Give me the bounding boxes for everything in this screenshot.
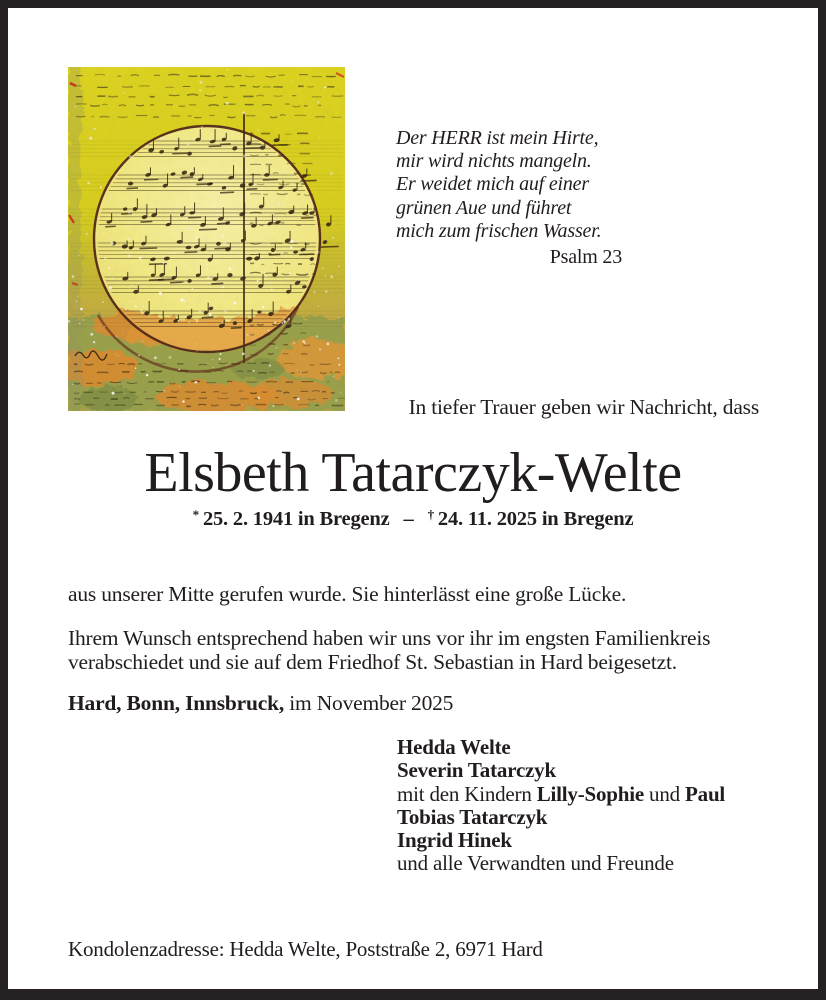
- death-date: 24. 11. 2025 in Bregenz: [437, 507, 634, 530]
- mourner-name: Severin Tatarczyk: [397, 758, 556, 783]
- psalm-source: Psalm 23: [549, 246, 622, 269]
- mourner-name: Tobias Tatarczyk: [397, 804, 548, 829]
- psalm-line: Er weidet mich auf einer: [396, 173, 589, 196]
- life-dates: [0, 507, 826, 531]
- artwork-texture-overlay: [68, 67, 345, 411]
- mourner-name: Hedda Welte: [397, 735, 511, 759]
- condolence-address-line: Kondolenzadresse: Hedda Welte, Poststraße 2, 6971 Hard: [68, 937, 543, 961]
- memorial-artwork-image: [68, 67, 345, 411]
- dates-separator: –: [403, 507, 414, 530]
- memorial-artwork: [68, 67, 345, 411]
- mourner-children-line: [397, 783, 725, 806]
- children-connector: und: [644, 781, 686, 806]
- mourner-name: Lilly-Sophie: [536, 781, 644, 806]
- psalm-line: mir wird nichts mangeln.: [396, 150, 592, 173]
- children-prefix: mit den Kindern: [397, 781, 537, 806]
- psalm-line: Der HERR ist mein Hirte,: [396, 127, 599, 149]
- places-date-line: [68, 692, 774, 716]
- mourners-list: [397, 736, 725, 876]
- mourner-name: Ingrid Hinek: [397, 828, 512, 853]
- date-text: im November 2025: [284, 691, 454, 715]
- deceased-name: Elsbeth Tatarczyk-Welte: [144, 442, 682, 504]
- death-symbol: †: [427, 507, 434, 522]
- birth-symbol: *: [192, 507, 199, 522]
- body-paragraph-2: Ihrem Wunsch entsprechend haben wir uns vor ihr im engsten Familienkreis verabschiedet und sie auf dem Friedhof St. Sebastian in Hard beigesetzt.: [68, 626, 711, 674]
- psalm-line: grünen Aue und führet: [396, 196, 572, 219]
- psalm-quote: [396, 127, 624, 269]
- mourner-name: Paul: [685, 781, 726, 806]
- places-bold: Hard, Bonn, Innsbruck,: [68, 691, 285, 715]
- body-paragraph-1: aus unserer Mitte gerufen wurde. Sie hinterlässt eine große Lücke.: [68, 582, 627, 606]
- announcement-line: In tiefer Trauer geben wir Nachricht, dass: [408, 395, 759, 419]
- mourners-closing-line: und alle Verwandten und Freunde: [397, 851, 674, 876]
- psalm-line: mich zum frischen Wasser.: [396, 219, 602, 242]
- birth-date: 25. 2. 1941 in Bregenz: [202, 507, 390, 530]
